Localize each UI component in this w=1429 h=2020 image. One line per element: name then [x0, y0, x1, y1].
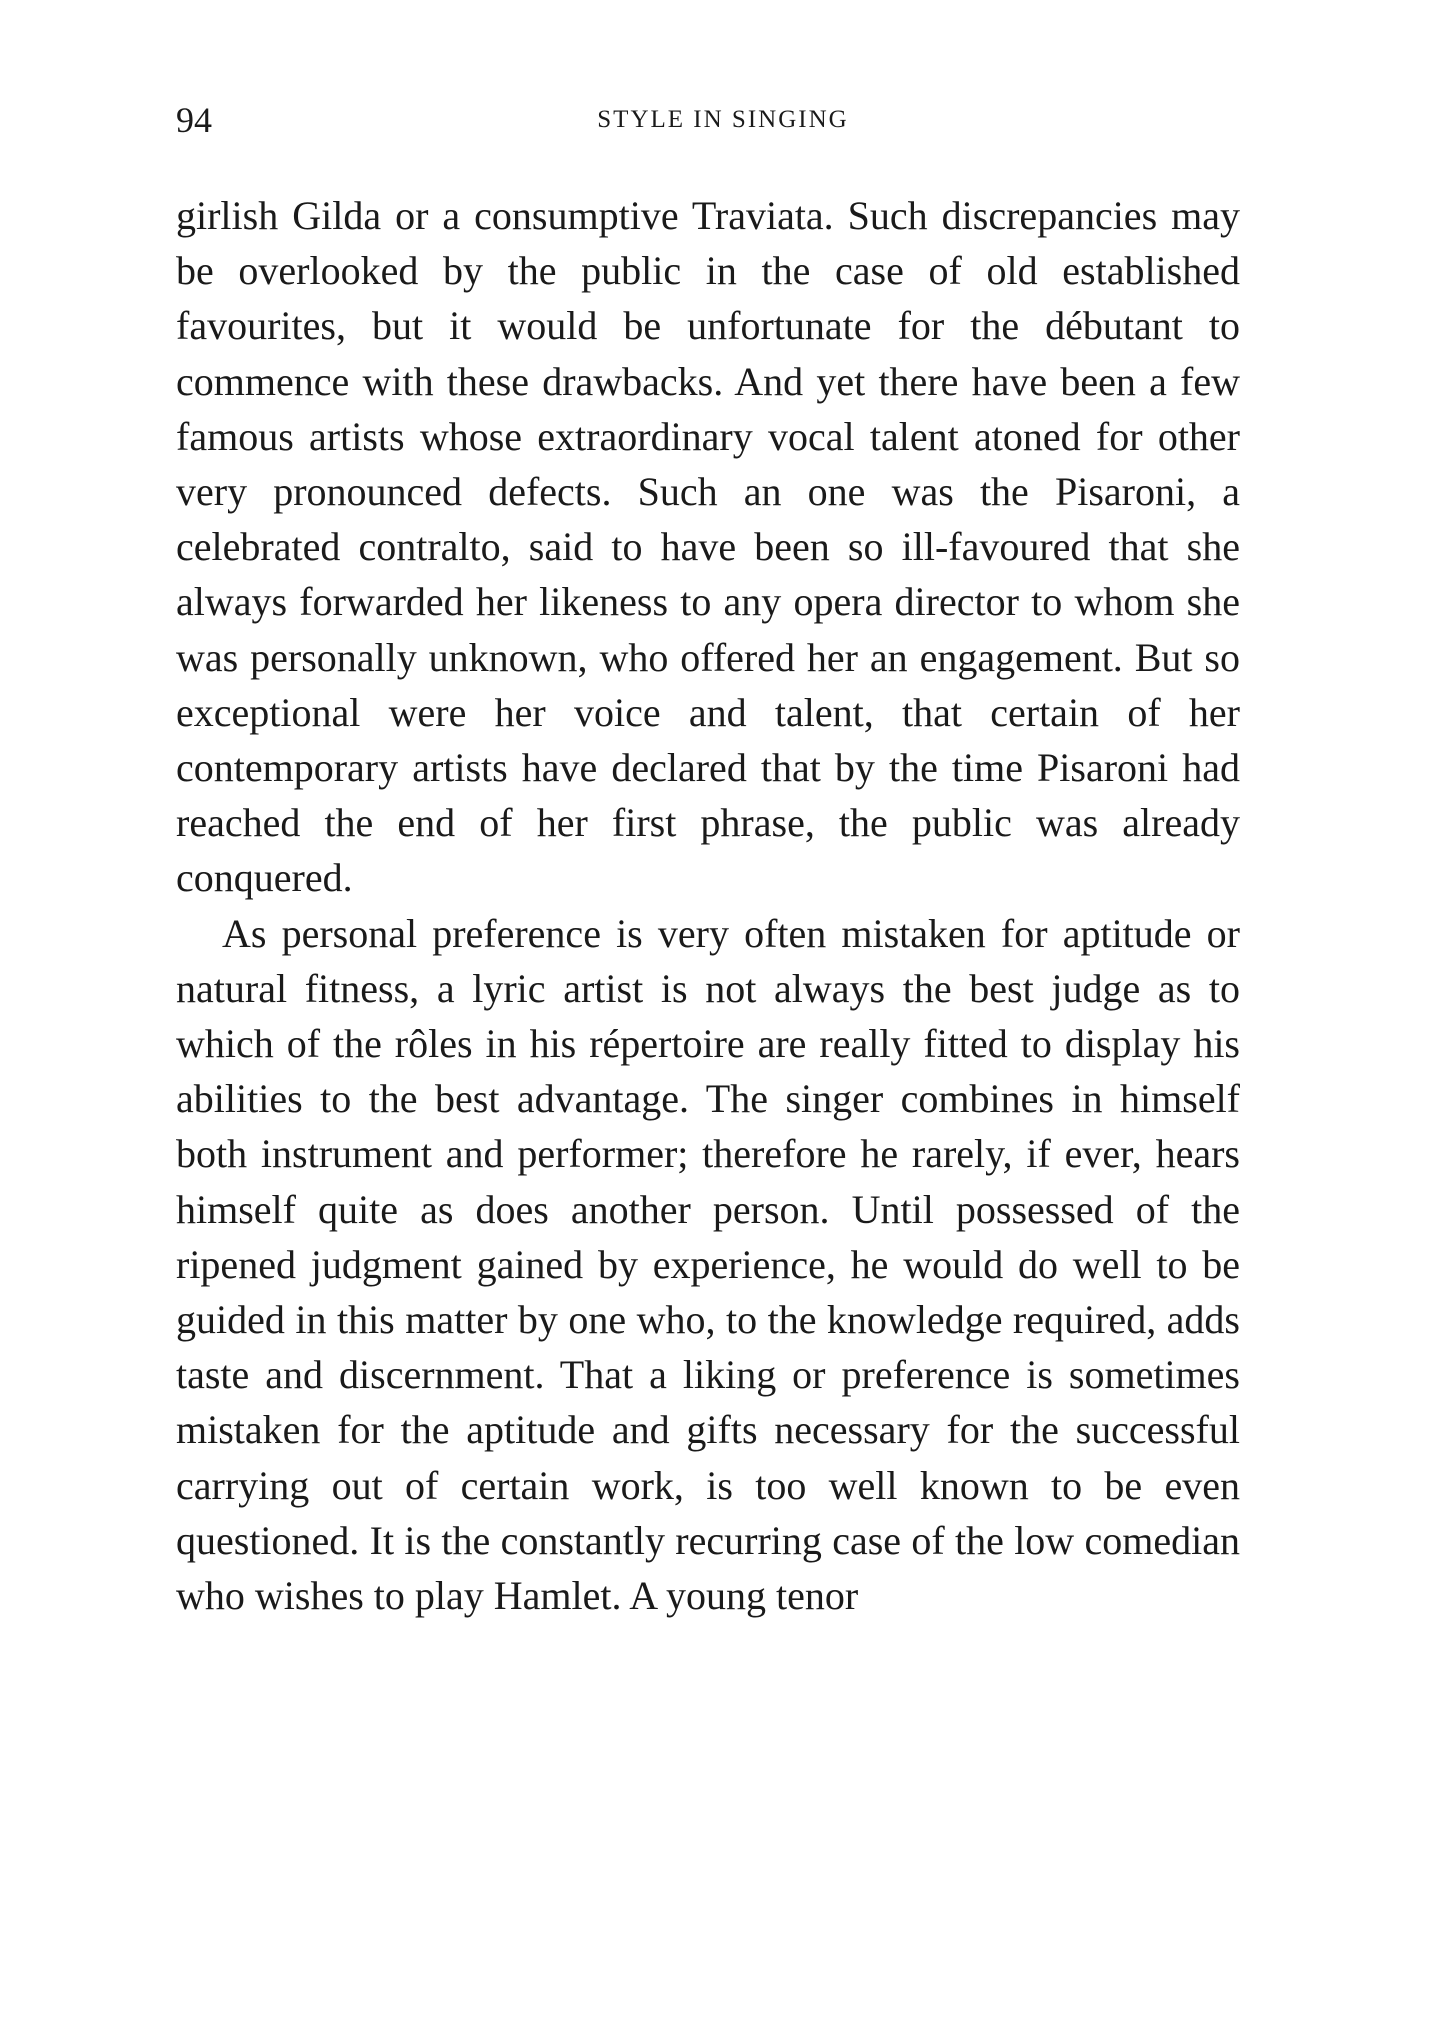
paragraph: As personal preference is very often mistaken for aptitude or natural fitness, a lyric artist is not always the best judge as to which of the rôles in his répertoire are really fitted to display his abilities to the best advantage. The singer combines in himself both instrument and performer; therefore he rarely, if ever, hears himself quite as does another person. Until possessed of the ripened judgment gained by experience, he would do well to be guided in this matter by one who, to the knowledge required, adds taste and discernment. That a liking or preference is sometimes mistaken for the aptitude and gifts necessary for the successful carrying out of certain work, is too well known to be even questioned. It is the constantly recurring case of the low comedian who wishes to play Hamlet. A young tenor: [176, 910, 1240, 1619]
paragraph-continued: girlish Gilda or a consumptive Traviata. Such discrepancies may be overlooked by the public in the case of old established favourites, but it would be unfortunate for the débutant to commence with these drawbacks. And yet there have been a few famous artists whose extraordinary vocal talent atoned for other very pronounced defects. Such an one was the Pisaroni, a celebrated contralto, said to have been so ill-favoured that she always forwarded her likeness to any opera director to whom she was personally unknown, who offered her an engagement. But so exceptional were her voice and talent, that certain of her contemporary artists have declared that by the time Pisaroni had reached the end of her first phrase, the public was already conquered.: [176, 193, 1240, 901]
running-head: [176, 96, 1240, 144]
page-number: 94: [176, 100, 212, 140]
running-title: STYLE IN SINGING: [597, 106, 849, 133]
body-text: [176, 188, 1240, 1623]
